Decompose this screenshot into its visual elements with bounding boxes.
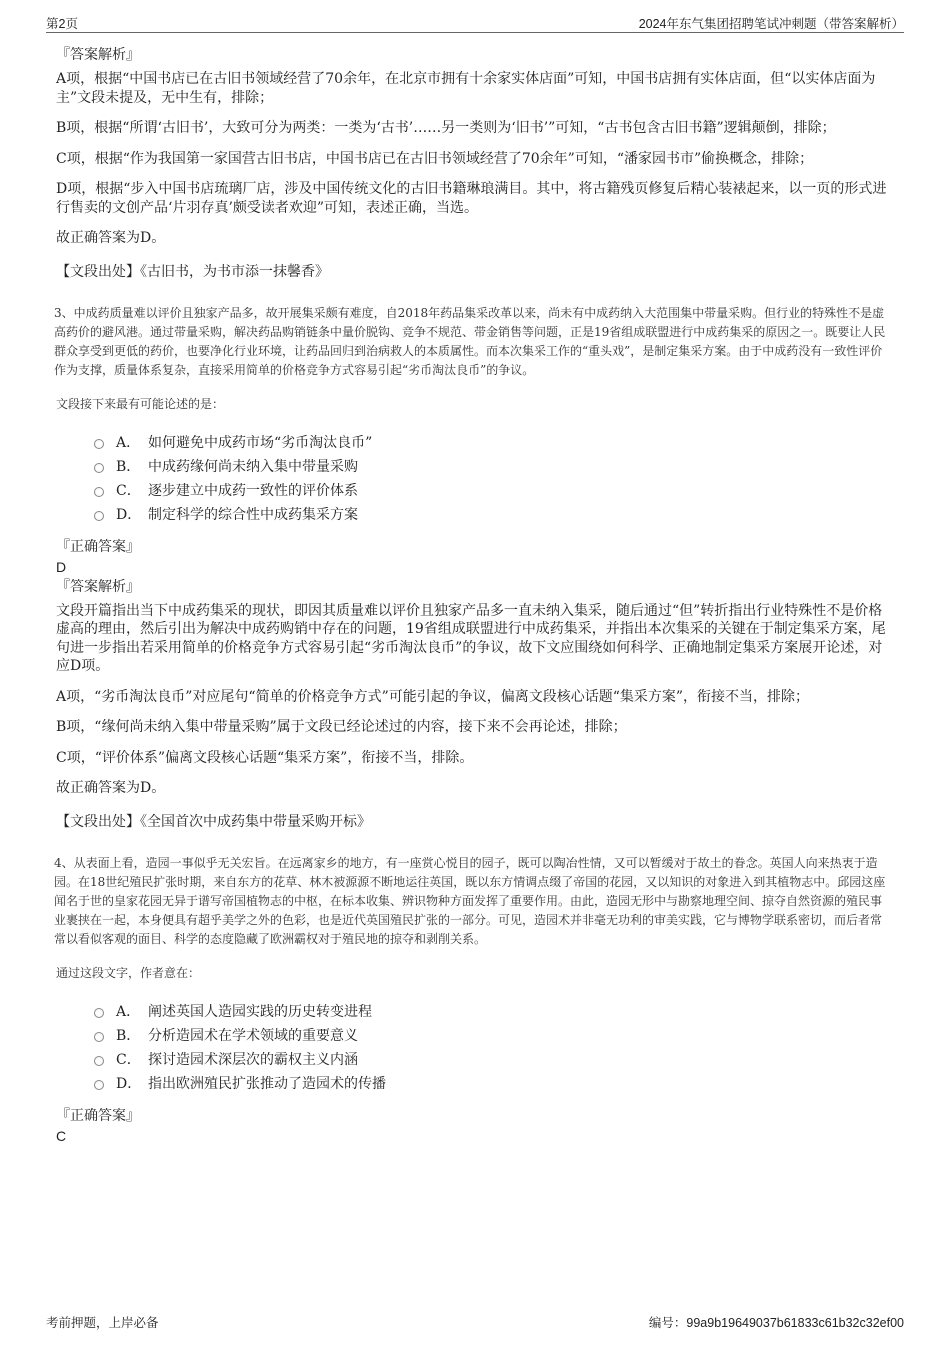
radio-icon[interactable] — [94, 511, 104, 521]
q3-option-b[interactable] — [94, 454, 888, 478]
q3-analysis-a: A项，“劣币淘汰良币”对应尾句“简单的价格竞争方式”可能引起的争议，偏离文段核心话题“集采方案”，衔接不当，排除； — [56, 688, 810, 705]
option-text: 探讨造园术深层次的霸权主义内涵 — [148, 1051, 358, 1068]
q4-option-b[interactable] — [94, 1023, 888, 1047]
q4-options — [94, 999, 888, 1095]
page-header — [46, 14, 904, 33]
radio-icon[interactable] — [94, 1032, 104, 1042]
q4-stem: 4、从表面上看，造园一事似乎无关宏旨。在远离家乡的地方，有一座赏心悦目的园子，既可以陶冶性情，又可以暂缓对于故土的眷念。英国人向来热衷于造园。在18世纪殖民扩张时期，来自东方的花草、林木被源源不断地运往英国，既以东方情调点缀了帝国的花园，又以知识的对象进入到其植物志中。邱园这座闻名于世的皇家花园无异于谱写帝国植物志的中枢，在标本收集、辨识物种方面发挥了重要作用。由此，造园无形中与勘察地理空间、掠夺自然资源的殖民事业裹挟在一起，本身便具有超乎美学之外的色彩，也是近代英国殖民扩张的一部分。可见，造园术并非毫无功利的审美实践，它与博物学联系密切，而后者常常以看似客观的面目、科学的态度隐藏了欧洲霸权对于殖民地的掠夺和剥削关系。 — [54, 855, 886, 946]
option-letter: D． — [116, 506, 142, 523]
q2-analysis-a: A项，根据“中国书店已在古旧书领域经营了70余年，在北京市拥有十余家实体店面”可知，中国书店拥有实体店面，但“以实体店面为主”文段未提及，无中生有，排除； — [56, 71, 876, 106]
q3-correct-label: 『正确答案』 — [56, 538, 140, 555]
q4-correct-answer: C — [56, 1127, 67, 1144]
q3-analysis-b: B项，“缘何尚未纳入集中带量采购”属于文段已经论述过的内容，接下来不会再论述，排除； — [56, 719, 627, 735]
q4-option-c[interactable] — [94, 1047, 888, 1071]
option-text: 制定科学的综合性中成药集采方案 — [148, 506, 358, 523]
document-id: 编号：99a9b19649037b61833c61b32c32ef00 — [648, 1316, 904, 1330]
document-title: 2024年东气集团招聘笔试冲刺题（带答案解析） — [638, 17, 904, 31]
q2-analysis-d: D项，根据“步入中国书店琉璃厂店，涉及中国传统文化的古旧书籍琳琅满目。其中，将古籍残页修复后精心装裱起来，以一页的形式进行售卖的文创产品‘片羽存真’颇受读者欢迎”可知，表述正确，当选。 — [56, 181, 887, 216]
option-text: 如何避免中成药市场“劣币淘汰良币” — [148, 434, 373, 451]
page-content — [56, 44, 888, 1145]
footer-slogan: 考前押题，上岸必备 — [46, 1316, 159, 1330]
option-letter: D． — [116, 1075, 142, 1092]
q3-option-c[interactable] — [94, 478, 888, 502]
q3-source: 【文段出处】《全国首次中成药集中带量采购开标》 — [56, 813, 371, 830]
option-letter: B． — [116, 458, 141, 475]
page-footer — [46, 1313, 904, 1331]
radio-icon[interactable] — [94, 1056, 104, 1066]
q3-options — [94, 430, 888, 526]
option-text: 分析造园术在学术领域的重要意义 — [148, 1027, 358, 1044]
q3-analysis-main: 文段开篇指出当下中成药集采的现状，即因其质量难以评价且独家产品多一直未纳入集采，随后通过“但”转折指出行业特殊性不是价格虚高的理由，然后引出为解决中成药购销中存在的问题，19省组成联盟进行中成药集采，并指出本次集采的关键在于制定集采方案，尾句进一步指出若采用简单的价格竞争方式容易引起“劣币淘汰良币”的争议，故下文应围绕如何科学、正确地制定集采方案展开论述，对应D项。 — [56, 602, 886, 674]
q3-stem: 3、中成药质量难以评价且独家产品多，故开展集采颇有难度，自2018年药品集采改革以来，尚未有中成药纳入大范围集中带量采购。但行业的特殊性不是虚高药价的避风港。通过带量采购，解决药品购销链条中量价脱钩、竞争不规范、带金销售等问题，正是19省组成联盟进行中成药集采的原因之一。既要让人民群众享受到更低的药价，也要净化行业环境，让药品回归到治病救人的本质属性。而本次集采工作的“重头戏”，是制定集采方案。由于中成药没有一致性评价作为支撑，质量体系复杂，直接采用简单的价格竞争方式容易引起“劣币淘汰良币”的争议。 — [54, 305, 886, 377]
q4-option-a[interactable] — [94, 999, 888, 1023]
radio-icon[interactable] — [94, 487, 104, 497]
option-letter: B． — [116, 1027, 141, 1044]
q4-correct-label: 『正确答案』 — [56, 1107, 140, 1124]
option-letter: C． — [116, 1051, 141, 1068]
q3-option-d[interactable] — [94, 502, 888, 526]
q3-analysis-label: 『答案解析』 — [56, 578, 140, 595]
option-text: 中成药缘何尚未纳入集中带量采购 — [148, 458, 358, 475]
q3-ask: 文段接下来最有可能论述的是： — [56, 396, 225, 411]
option-text: 指出欧洲殖民扩张推动了造园术的传播 — [148, 1075, 386, 1092]
option-letter: A． — [116, 434, 141, 451]
option-text: 阐述英国人造园实践的历史转变进程 — [148, 1003, 372, 1020]
q4-option-d[interactable] — [94, 1071, 888, 1095]
q3-correct-answer: D — [56, 558, 67, 575]
q2-source: 【文段出处】《古旧书，为书市添一抹馨香》 — [56, 263, 329, 280]
radio-icon[interactable] — [94, 1008, 104, 1018]
q3-option-a[interactable] — [94, 430, 888, 454]
radio-icon[interactable] — [94, 463, 104, 473]
q3-analysis-c: C项，“评价体系”偏离文段核心话题“集采方案”，衔接不当，排除。 — [56, 749, 474, 766]
option-letter: C． — [116, 482, 141, 499]
option-letter: A． — [116, 1003, 141, 1020]
q3-conclusion: 故正确答案为D。 — [56, 780, 166, 796]
q4-ask: 通过这段文字，作者意在： — [56, 965, 201, 980]
option-text: 逐步建立中成药一致性的评价体系 — [148, 482, 358, 499]
q2-analysis-b: B项，根据“所谓‘古旧书’，大致可分为两类：一类为‘古书’……另一类则为‘旧书’”可知，“古书包含古旧书籍”逻辑颠倒，排除； — [56, 120, 836, 136]
q2-analysis-c: C项，根据“作为我国第一家国营古旧书店，中国书店已在古旧书领域经营了70余年”可知，“潘家园书市”偷换概念，排除； — [56, 150, 814, 167]
radio-icon[interactable] — [94, 1080, 104, 1090]
q2-analysis-label: 『答案解析』 — [56, 47, 140, 63]
page-number: 第2页 — [46, 17, 78, 31]
radio-icon[interactable] — [94, 439, 104, 449]
q2-conclusion: 故正确答案为D。 — [56, 230, 166, 246]
